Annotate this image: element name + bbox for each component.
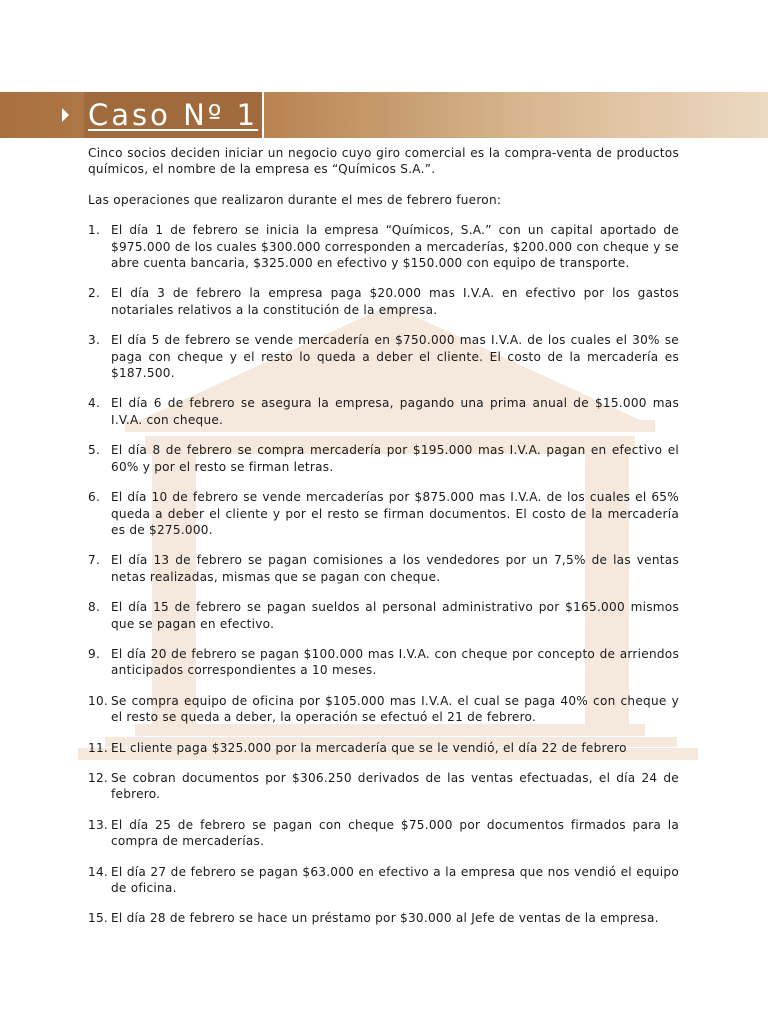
list-item: 8. El día 15 de febrero se pagan sueldos al personal administrativo por $165.000 mismos que se pagan en efectivo. [88, 600, 679, 631]
list-item: 6. El día 10 de febrero se vende mercaderías por $875.000 mas I.V.A. de los cuales el 65% queda a deber el cliente y por el resto se firman documentos. El costo de la mercadería es de $275.000. [88, 490, 679, 537]
page-title: Caso Nº 1 [88, 98, 259, 132]
list-item: 11. EL cliente paga $325.000 por la mercadería que se le vendió, el día 22 de febrero [88, 740, 627, 755]
operations-list [88, 222, 679, 927]
title-band [0, 92, 768, 138]
list-item: 3. El día 5 de febrero se vende mercadería en $750.000 mas I.V.A. de los cuales el 30% se paga con cheque y el resto lo queda a deber el cliente. El costo de la mercadería es $187.500. [88, 333, 679, 381]
title-box [84, 92, 264, 138]
list-item: 5. El día 8 de febrero se compra mercadería por $195.000 mas I.V.A. pagan en efectivo el 60% y por el resto se firman letras. [88, 443, 679, 474]
list-item: 12. Se cobran documentos por $306.250 derivados de las ventas efectuadas, el día 24 de febrero. [88, 770, 679, 802]
list-item: 7. El día 13 de febrero se pagan comisiones a los vendedores por un 7,5% de las ventas netas realizadas, mismas que se pagan con cheque. [88, 553, 679, 584]
list-item: 4. El día 6 de febrero se asegura la empresa, pagando una prima anual de $15.000 mas I.V.A. con cheque. [88, 396, 679, 427]
arrow-right-icon [62, 108, 69, 122]
list-item: 9. El día 20 de febrero se pagan $100.000 mas I.V.A. con cheque por concepto de arriendos anticipados correspondientes a 10 meses. [88, 646, 679, 678]
operations-lead: Las operaciones que realizaron durante el mes de febrero fueron: [88, 192, 502, 207]
list-item: 14. El día 27 de febrero se pagan $63.000 en efectivo a la empresa que nos vendió el equipo de oficina. [88, 864, 679, 895]
list-item: 13. El día 25 de febrero se pagan con cheque $75.000 por documentos firmados para la compra de mercaderías. [88, 817, 679, 849]
list-item: 10. Se compra equipo de oficina por $105.000 mas I.V.A. el cual se paga 40% con cheque y el resto se queda a deber, la operación se efectuó el 21 de febrero. [88, 693, 679, 725]
document-body [88, 145, 679, 941]
list-item: 15. El día 28 de febrero se hace un préstamo por $30.000 al Jefe de ventas de la empresa. [88, 911, 659, 926]
intro-paragraph: Cinco socios deciden iniciar un negocio cuyo giro comercial es la compra-venta de productos químicos, el nombre de la empresa es “Químicos S.A.”. [88, 146, 679, 177]
list-item: 1. El día 1 de febrero se inicia la empresa “Químicos, S.A.” con un capital aportado de $975.000 de los cuales $300.000 corresponden a mercaderías, $200.000 con cheque y se abre cuenta bancaria, $325.000 en efectivo y $150.000 con equipo de transporte. [88, 223, 679, 271]
list-item: 2. El día 3 de febrero la empresa paga $20.000 mas I.V.A. en efectivo por los gastos notariales relativos a la constitución de la empresa. [88, 286, 679, 317]
